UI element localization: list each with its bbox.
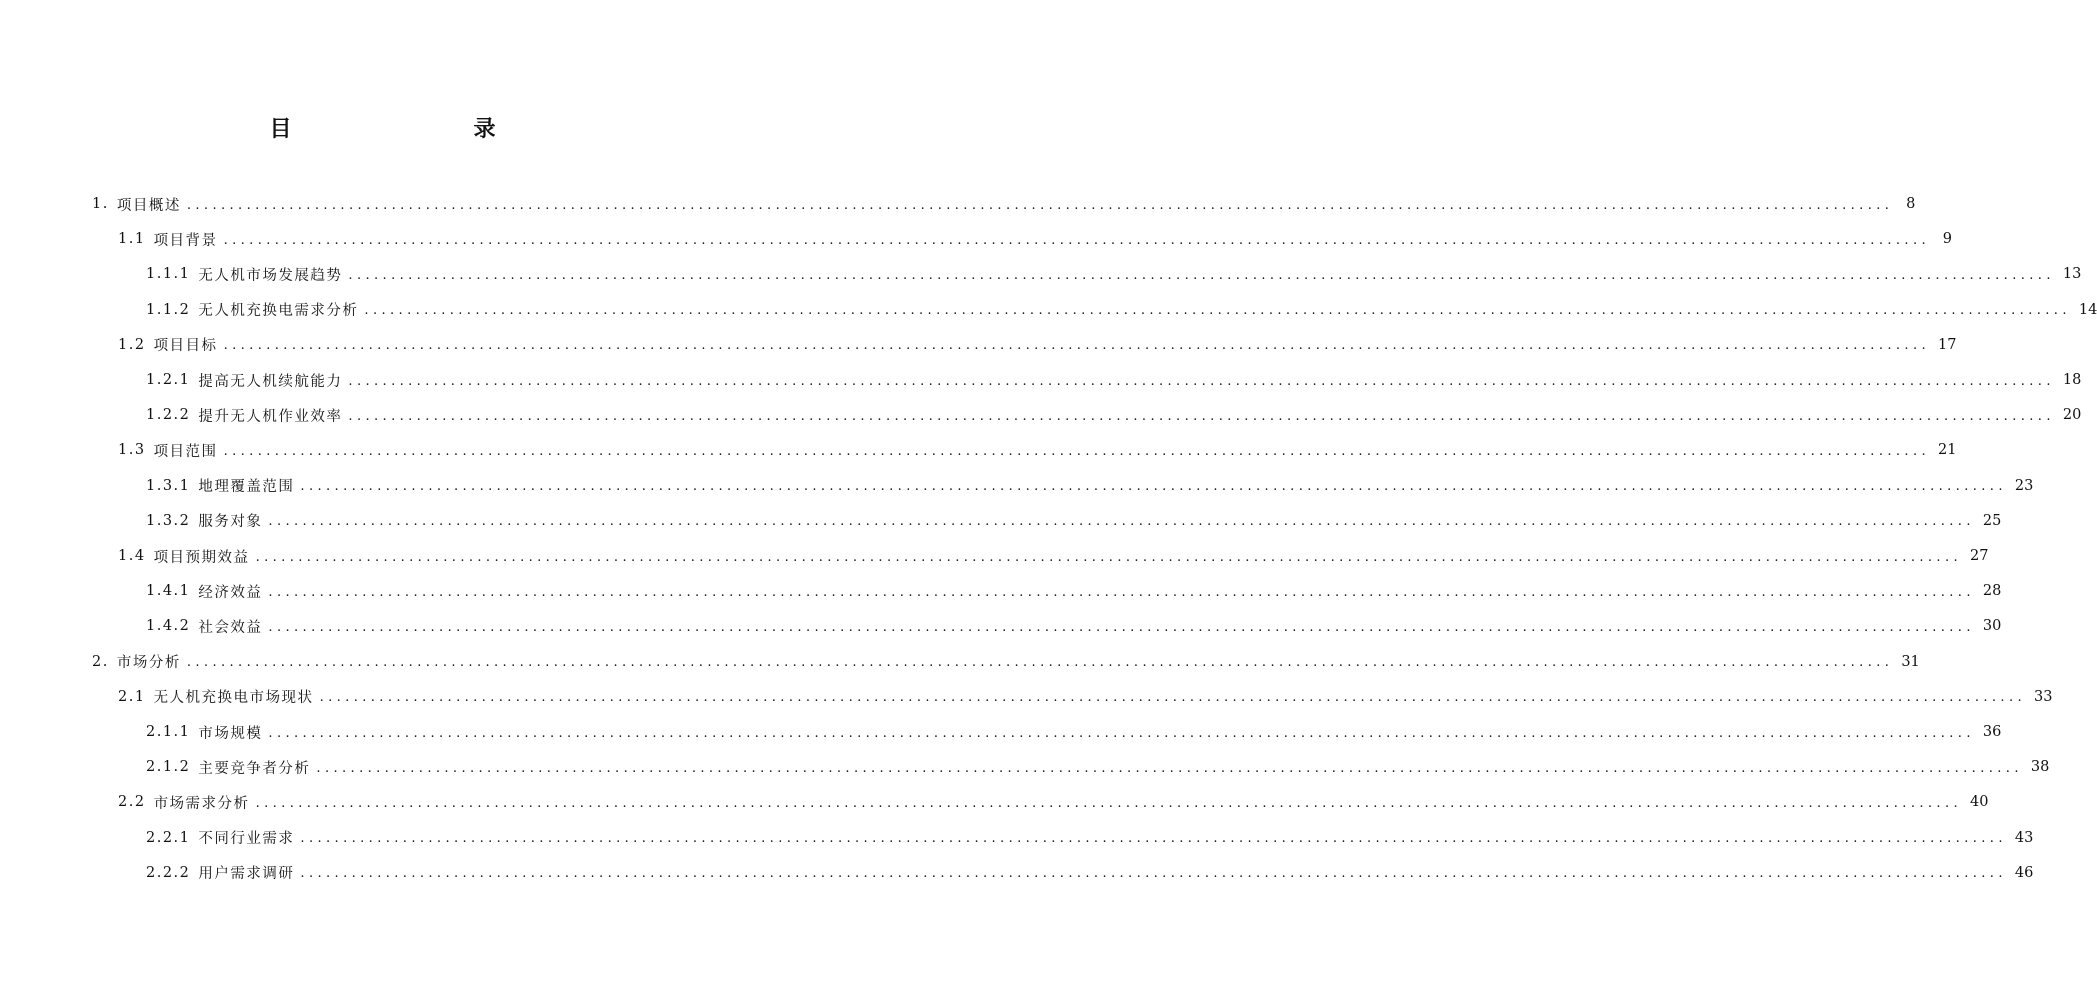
- toc-entry-page: 8: [1906, 196, 1916, 212]
- toc-entry-page: 28: [1982, 583, 2002, 600]
- toc-entry-number: 1.3.1: [146, 477, 191, 494]
- toc-entry-page: 20: [2062, 407, 2082, 424]
- toc-entry-number: 1.4.1: [146, 583, 191, 600]
- dot-leader: ........................................................................................................................................................................................................: [268, 725, 1975, 741]
- dot-leader: ........................................................................................................................................................................................................: [255, 795, 1963, 811]
- toc-entry-title: 经济效益: [198, 584, 263, 601]
- toc-entry-page: 36: [1982, 724, 2002, 740]
- dot-leader: ........................................................................................................................................................................................................: [300, 866, 2007, 882]
- dot-leader: ........................................................................................................................................................................................................: [300, 479, 2007, 495]
- dot-leader: ........................................................................................................................................................................................................: [268, 619, 1975, 635]
- toc-entry[interactable]: [146, 292, 2097, 328]
- toc-entry[interactable]: [118, 538, 1989, 574]
- dot-leader: ........................................................................................................................................................................................................: [300, 831, 2007, 847]
- dot-leader: ........................................................................................................................................................................................................: [316, 760, 2023, 776]
- toc-entry-number: 1.2.2: [146, 407, 191, 424]
- dot-leader: ........................................................................................................................................................................................................: [255, 549, 1963, 565]
- toc-entry[interactable]: [146, 608, 2002, 644]
- toc-entry-number: 1.4: [118, 548, 146, 564]
- toc-entry-title: 无人机充换电市场现状: [153, 690, 314, 707]
- toc-entry-title: 无人机充换电需求分析: [198, 303, 359, 320]
- toc-entry[interactable]: [146, 503, 2002, 539]
- toc-entry[interactable]: [146, 573, 2002, 609]
- toc-entry-title: 提升无人机作业效率: [198, 408, 343, 425]
- toc-entry-page: 46: [2014, 864, 2034, 881]
- toc-entry-page: 38: [2030, 759, 2050, 776]
- toc-entry-title: 市场规模: [198, 725, 263, 742]
- dot-leader: ........................................................................................................................................................................................................: [186, 197, 1894, 213]
- toc-entry-title: 项目预期效益: [153, 549, 250, 566]
- toc-entry[interactable]: [146, 397, 2082, 433]
- toc-entry[interactable]: [118, 679, 2053, 715]
- toc-entry-number: 1.1.2: [146, 301, 191, 318]
- dot-leader: ........................................................................................................................................................................................................: [364, 303, 2071, 319]
- toc-entry-page: 33: [2034, 688, 2053, 705]
- dot-leader: ........................................................................................................................................................................................................: [223, 443, 1931, 459]
- toc-entry-page: 31: [1901, 653, 1920, 670]
- toc-entry-number: 1.3: [118, 442, 146, 459]
- toc-entry[interactable]: [146, 749, 2050, 785]
- toc-entry-number: 2.2.2: [146, 864, 191, 881]
- toc-entry-page: 18: [2062, 372, 2082, 388]
- toc-entry-page: 43: [2014, 829, 2034, 846]
- toc-entry-page: 14: [2078, 301, 2097, 318]
- toc-entry-title: 主要竞争者分析: [198, 760, 311, 777]
- toc-entry-title: 社会效益: [198, 619, 263, 636]
- toc-entry-title: 用户需求调研: [198, 866, 295, 883]
- toc-entry-page: 27: [1970, 548, 1989, 564]
- toc-entry[interactable]: [118, 327, 1957, 363]
- toc-entry-number: 2.2: [118, 794, 146, 811]
- toc-entry-number: 2.1: [118, 688, 146, 705]
- toc-entry-title: 地理覆盖范围: [198, 479, 295, 496]
- toc-entry-number: 2.2.1: [146, 829, 191, 846]
- dot-leader: ........................................................................................................................................................................................................: [319, 690, 2027, 706]
- toc-entry-number: 1.4.2: [146, 618, 191, 635]
- dot-leader: ........................................................................................................................................................................................................: [348, 373, 2055, 389]
- toc-entry-title: 项目目标: [153, 338, 218, 355]
- toc-title: 目 录: [269, 117, 542, 142]
- toc-entry-page: 30: [1982, 618, 2002, 635]
- dot-leader: ........................................................................................................................................................................................................: [348, 408, 2055, 424]
- toc-entry-title: 服务对象: [198, 514, 263, 531]
- toc-entry-number: 1.1: [118, 231, 146, 248]
- toc-entry[interactable]: [146, 714, 2002, 750]
- toc-entry-title: 市场分析: [116, 655, 181, 672]
- toc-entry[interactable]: [118, 432, 1957, 468]
- toc-entry-page: 25: [1982, 512, 2002, 529]
- toc-entry-page: 23: [2014, 477, 2034, 494]
- toc-entry[interactable]: [146, 256, 2082, 292]
- dot-leader: ........................................................................................................................................................................................................: [186, 655, 1894, 671]
- dot-leader: ........................................................................................................................................................................................................: [223, 338, 1931, 354]
- toc-entry-number: 2.: [92, 653, 109, 670]
- toc-entry-title: 提高无人机续航能力: [198, 373, 343, 390]
- toc-entry-page: 17: [1938, 336, 1957, 353]
- toc-entry-number: 2.1.2: [146, 759, 191, 776]
- dot-leader: ........................................................................................................................................................................................................: [268, 584, 1975, 600]
- toc-entry[interactable]: [92, 186, 1916, 222]
- toc-entry-page: 9: [1942, 231, 1953, 248]
- toc-entry-page: 13: [2062, 266, 2082, 283]
- toc-entry-page: 40: [1970, 794, 1989, 811]
- toc-entry[interactable]: [118, 784, 1989, 820]
- toc-entry[interactable]: [92, 644, 1920, 680]
- toc-entry[interactable]: [146, 820, 2034, 856]
- toc-entry-number: 1.3.2: [146, 512, 191, 529]
- toc-entry[interactable]: [146, 362, 2082, 398]
- toc-entry[interactable]: [146, 468, 2034, 504]
- toc-entry[interactable]: [146, 855, 2034, 891]
- toc-entry-title: 项目概述: [116, 197, 181, 214]
- toc-entry[interactable]: [118, 221, 1953, 257]
- toc-entry-number: 1.2.1: [146, 372, 191, 388]
- toc-entry-title: 不同行业需求: [198, 831, 295, 848]
- dot-leader: ........................................................................................................................................................................................................: [268, 514, 1975, 530]
- toc-entry-title: 项目背景: [153, 232, 218, 249]
- dot-leader: ........................................................................................................................................................................................................: [223, 232, 1931, 248]
- toc-entry-number: 2.1.1: [146, 724, 191, 740]
- toc-entry-title: 项目范围: [153, 443, 218, 460]
- toc-entry-number: 1.2: [118, 336, 146, 353]
- toc-entry-number: 1.: [92, 196, 109, 212]
- toc-entry-title: 无人机市场发展趋势: [198, 267, 343, 284]
- toc-entry-title: 市场需求分析: [153, 795, 250, 812]
- toc-entry-page: 21: [1938, 442, 1957, 459]
- toc-entry-number: 1.1.1: [146, 266, 191, 283]
- dot-leader: ........................................................................................................................................................................................................: [348, 267, 2055, 283]
